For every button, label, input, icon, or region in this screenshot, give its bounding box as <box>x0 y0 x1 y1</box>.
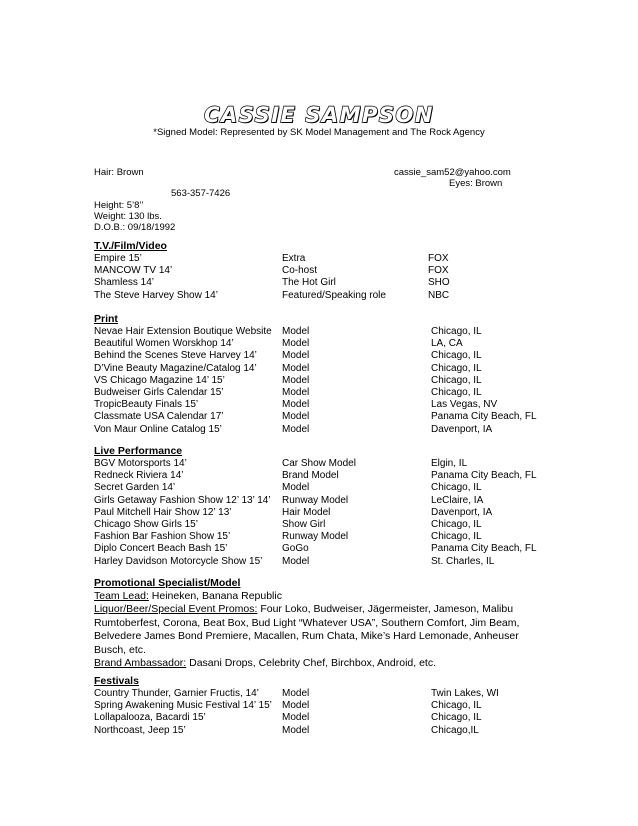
credit-project: Classmate USA Calendar 17’ <box>94 411 224 423</box>
credit-project: Lollapalooza, Bacardi 15’ <box>94 712 206 724</box>
credit-row <box>94 543 594 555</box>
credit-role: Extra <box>282 253 306 264</box>
credit-project: TropicBeauty Finals 15’ <box>94 399 199 411</box>
credit-location: Chicago, IL <box>431 362 482 374</box>
ambassador-text: Dasani Drops, Celebrity Chef, Birchbox, Android, etc. <box>186 657 436 670</box>
credit-location: SHO <box>428 277 450 289</box>
credit-role: Show Girl <box>282 518 326 530</box>
liquor-line-4: Busch, etc. <box>94 643 146 656</box>
section-title: Live Performance <box>94 445 183 457</box>
liquor-line <box>94 603 594 616</box>
credit-project: Secret Garden 14’ <box>94 482 176 494</box>
credit-row <box>94 375 594 387</box>
credit-row <box>94 290 594 302</box>
section-title: Print <box>94 313 118 325</box>
credit-project: Beautiful Women Worskhop 14’ <box>94 338 234 350</box>
credit-role: Runway Model <box>282 494 349 506</box>
credit-role: Model <box>282 688 310 699</box>
credit-location: Panama City Beach, FL <box>431 411 537 423</box>
team-lead-line <box>94 590 594 603</box>
credit-location: Chicago, IL <box>431 374 482 386</box>
credit-role: Hair Model <box>282 506 331 518</box>
credit-location: Panama City Beach, FL <box>431 470 537 482</box>
section-title: T.V./Film/Video <box>94 240 167 252</box>
height: Height: 5’8’’ <box>94 200 144 211</box>
credit-location: Chicago, IL <box>431 326 482 337</box>
credit-row <box>94 700 594 712</box>
credit-location: St. Charles, IL <box>431 555 495 567</box>
section-promotional <box>94 577 594 670</box>
credit-project: The Steve Harvey Show 14’ <box>94 289 218 301</box>
credit-role: Model <box>282 411 310 423</box>
credit-row <box>94 725 594 737</box>
credit-location: Chicago, IL <box>431 531 482 543</box>
credit-role: Model <box>282 326 310 337</box>
section-title: Promotional Specialist/Model <box>94 577 241 589</box>
credit-project: Harley Davidson Motorcycle Show 15’ <box>94 555 263 567</box>
credit-location: Chicago, IL <box>431 482 482 494</box>
credit-project: Redneck Riviera 14’ <box>94 470 184 482</box>
credit-row <box>94 470 594 482</box>
credit-role: Runway Model <box>282 531 349 543</box>
credit-role: Brand Model <box>282 470 339 482</box>
section-tv-film-video <box>94 240 594 302</box>
credit-row <box>94 556 594 568</box>
credit-project: Empire 15’ <box>94 253 142 264</box>
credit-role: The Hot Girl <box>282 277 336 289</box>
credit-location: Las Vegas, NV <box>431 399 498 411</box>
credit-project: Girls Getaway Fashion Show 12’ 13’ 14’ <box>94 494 271 506</box>
credit-location: LeClaire, IA <box>431 494 484 506</box>
liquor-line-3: Belvedere James Bond Premiere, Macallen, Rum Chata, Mike’s Hard Lemonade, Anheuser <box>94 630 519 643</box>
credit-role: Model <box>282 386 310 398</box>
credit-project: Paul Mitchell Hair Show 12’ 13’ <box>94 506 232 518</box>
credit-location: Chicago,IL <box>431 724 479 736</box>
email-link[interactable]: cassie_sam52@yahoo.com <box>394 167 511 178</box>
credit-project: Von Maur Online Catalog 15’ <box>94 423 222 435</box>
credit-role: Model <box>282 712 310 724</box>
liquor-text: Four Loko, Budweiser, Jägermeister, Jameson, Malibu <box>257 603 514 616</box>
credit-project: Nevae Hair Extension Boutique Website <box>94 326 272 337</box>
credit-row <box>94 363 594 375</box>
liquor-label: Liquor/Beer/Special Event Promos: <box>94 603 258 616</box>
credit-row <box>94 265 594 277</box>
agency-line: *Signed Model: Represented by SK Model Management and The Rock Agency <box>153 127 485 138</box>
credit-row <box>94 326 594 338</box>
credit-location: FOX <box>428 265 449 277</box>
credit-role: Model <box>282 338 310 350</box>
section-festivals <box>94 675 594 737</box>
credit-project: Northcoast, Jeep 15’ <box>94 724 186 736</box>
credit-row <box>94 338 594 350</box>
credit-project: Diplo Concert Beach Bash 15’ <box>94 543 228 555</box>
credit-project: Fashion Bar Fashion Show 15’ <box>94 531 231 543</box>
credit-location: FOX <box>428 253 449 264</box>
credit-row <box>94 507 594 519</box>
credit-project: Budweiser Girls Calendar 15’ <box>94 386 224 398</box>
hair-color: Hair: Brown <box>94 167 144 178</box>
eye-color: Eyes: Brown <box>449 178 503 189</box>
team-lead-label: Team Lead: <box>94 590 149 602</box>
credit-role: Model <box>282 362 310 374</box>
credit-row <box>94 424 594 436</box>
credit-location: Panama City Beach, FL <box>431 543 537 555</box>
credit-location: LA, CA <box>431 338 463 350</box>
date-of-birth: D.O.B.: 09/18/1992 <box>94 222 176 233</box>
festivals-rows <box>94 688 594 737</box>
credit-project: D’Vine Beauty Magazine/Catalog 14’ <box>94 362 257 374</box>
credit-row <box>94 495 594 507</box>
section-live-performance <box>94 445 594 568</box>
credit-location: Elgin, IL <box>431 458 468 469</box>
section-title: Festivals <box>94 675 139 687</box>
credit-project: BGV Motorsports 14’ <box>94 458 187 469</box>
credit-role: Featured/Speaking role <box>282 289 386 301</box>
credit-row <box>94 277 594 289</box>
credit-location: Chicago, IL <box>431 518 482 530</box>
credit-role: Car Show Model <box>282 458 356 469</box>
credit-role: Model <box>282 724 310 736</box>
credit-row <box>94 531 594 543</box>
print-rows <box>94 326 594 436</box>
credit-location: Davenport, IA <box>431 423 493 435</box>
credit-row <box>94 399 594 411</box>
phone-number: 563-357-7426 <box>171 188 231 199</box>
live-rows <box>94 458 594 568</box>
weight: Weight: 130 lbs. <box>94 211 162 222</box>
credit-project: Spring Awakening Music Festival 14’ 15’ <box>94 700 272 712</box>
credit-project: MANCOW TV 14’ <box>94 265 173 277</box>
credit-location: Chicago, IL <box>431 712 482 724</box>
credit-role: GoGo <box>282 543 309 555</box>
team-lead-text: Heineken, Banana Republic <box>148 590 282 602</box>
credit-location: Chicago, IL <box>431 386 482 398</box>
credit-row <box>94 519 594 531</box>
credit-project: Behind the Scenes Steve Harvey 14’ <box>94 350 257 362</box>
credit-row <box>94 712 594 724</box>
liquor-line-2: Rumtoberfest, Corona, Beat Box, Bud Light “Whatever USA”, Southern Comfort, Jim Beam, <box>94 616 520 629</box>
credit-role: Co-host <box>282 265 318 277</box>
credit-row <box>94 350 594 362</box>
credit-location: NBC <box>428 289 450 301</box>
credit-location: Chicago, IL <box>431 700 482 712</box>
ambassador-line <box>94 657 594 670</box>
credit-project: VS Chicago Magazine 14’ 15’ <box>94 374 225 386</box>
credit-role: Model <box>282 423 310 435</box>
credit-location: Twin Lakes, WI <box>431 688 499 699</box>
section-print <box>94 313 594 436</box>
credit-role: Model <box>282 482 310 494</box>
credit-project: Shamless 14’ <box>94 277 155 289</box>
ambassador-label: Brand Ambassador: <box>94 657 187 670</box>
credit-row <box>94 253 594 265</box>
credit-role: Model <box>282 700 310 712</box>
candidate-name: CASSIE SAMPSON <box>204 103 434 127</box>
credit-location: Davenport, IA <box>431 506 493 518</box>
credit-role: Model <box>282 555 310 567</box>
credit-project: Country Thunder, Garnier Fructis, 14’ <box>94 688 259 699</box>
credit-row <box>94 387 594 399</box>
credit-row <box>94 411 594 423</box>
credit-role: Model <box>282 350 310 362</box>
credit-project: Chicago Show Girls 15’ <box>94 518 198 530</box>
tv-rows <box>94 253 594 302</box>
credit-role: Model <box>282 399 310 411</box>
credit-row <box>94 688 594 700</box>
credit-row <box>94 482 594 494</box>
credit-location: Chicago, IL <box>431 350 482 362</box>
credit-row <box>94 458 594 470</box>
credit-role: Model <box>282 374 310 386</box>
